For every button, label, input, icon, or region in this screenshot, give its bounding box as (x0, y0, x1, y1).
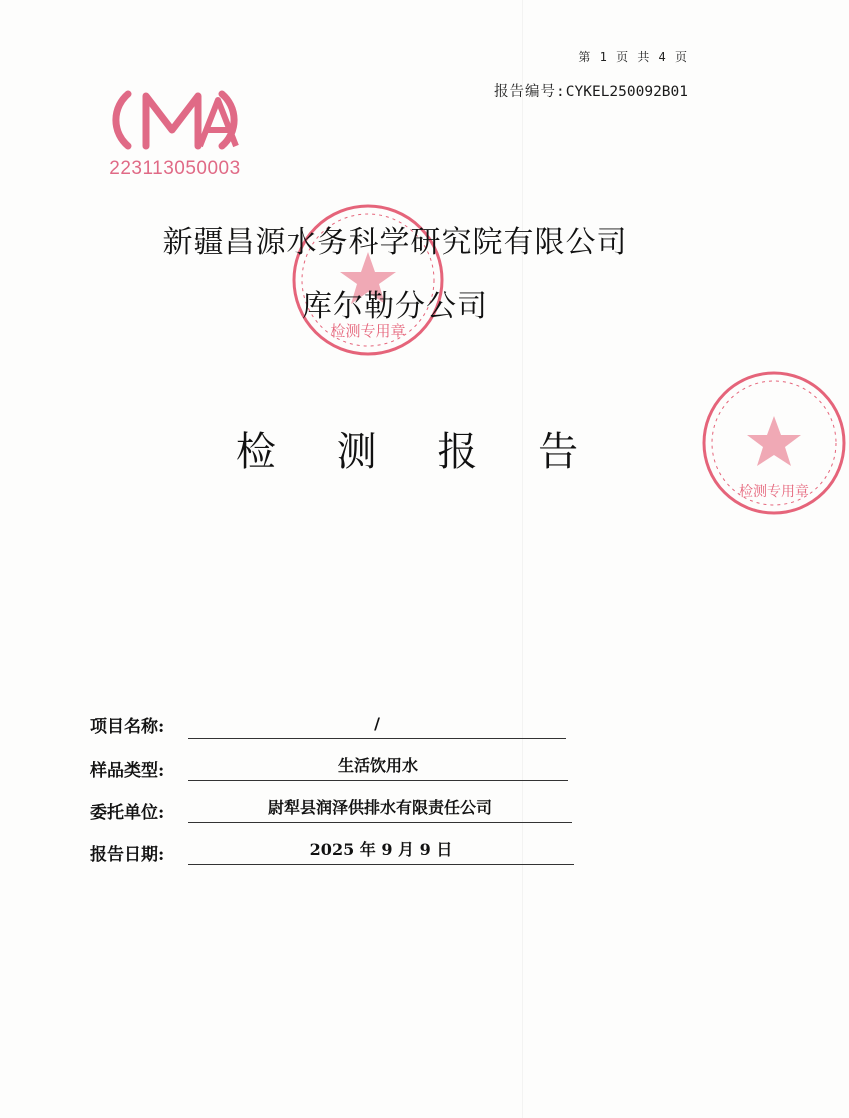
seal-text: 检测专用章 (330, 322, 406, 340)
seal-edge-text: 检测专用章 (739, 484, 809, 500)
client-label: 委托单位: (90, 803, 165, 823)
report-number-label: 报告编号: (494, 84, 566, 100)
sample-type-value: 生活饮用水 (188, 754, 568, 781)
report-number (494, 80, 688, 101)
cma-certificate-number: 223113050003 (109, 158, 241, 179)
page-indicator: 第 1 页 共 4 页 (578, 50, 688, 64)
project-name-label: 项目名称: (90, 717, 165, 737)
sample-type-label: 样品类型: (90, 761, 165, 781)
company-name-line2: 库尔勒分公司 (302, 289, 488, 324)
company-name-line1: 新疆昌源水务科学研究院有限公司 (162, 225, 628, 260)
paper-fold-line (522, 0, 523, 1118)
report-date-label: 报告日期: (90, 845, 165, 865)
report-date-value: 2025 年 9 月 9 日 (188, 838, 574, 865)
report-title: 检 测 报 告 (235, 429, 603, 475)
client-value: 尉犁县润泽供排水有限责任公司 (188, 796, 572, 823)
project-name-value: / (188, 712, 566, 739)
report-number-value: CYKEL250092B01 (565, 84, 688, 100)
